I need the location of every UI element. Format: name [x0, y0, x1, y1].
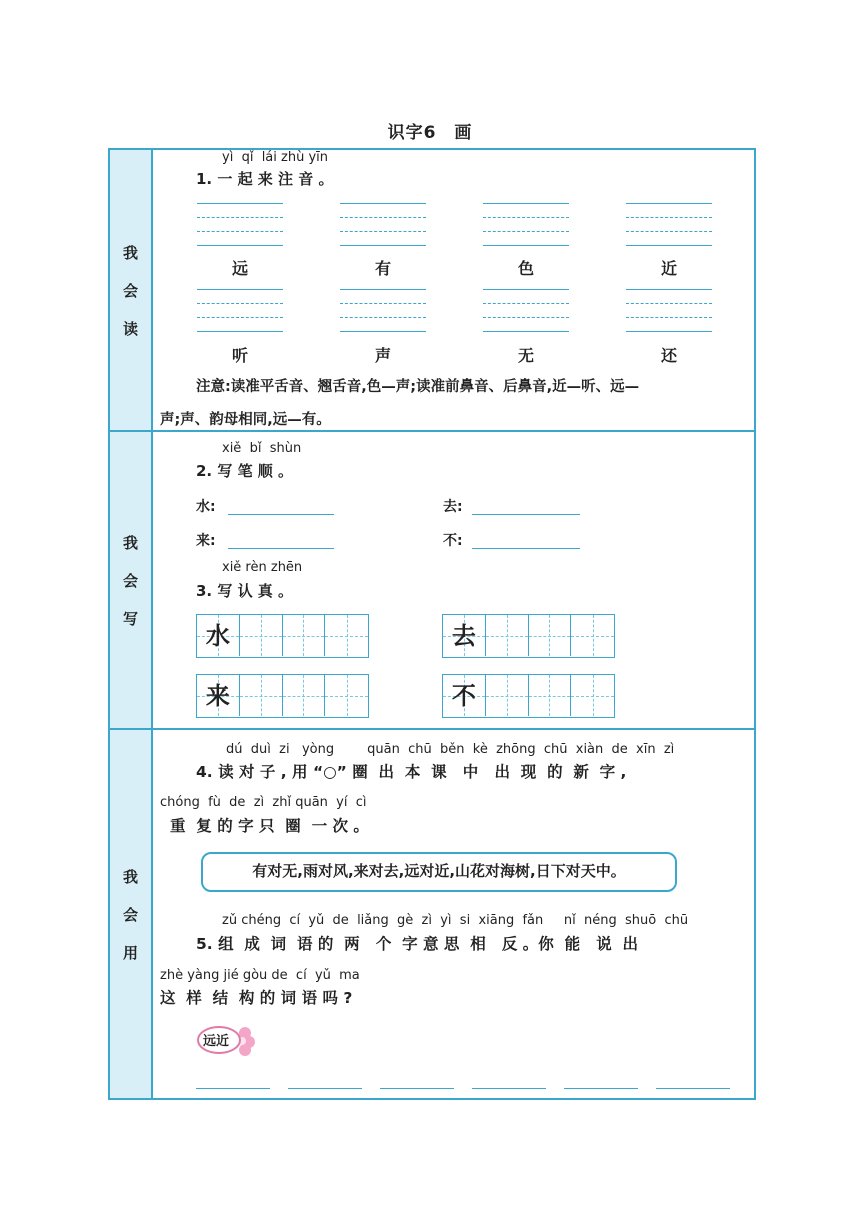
- tian-cell: [197, 675, 240, 716]
- stroke-label: 不:: [443, 533, 463, 549]
- tian-cell[interactable]: [325, 615, 368, 656]
- char-label: 近: [660, 259, 677, 278]
- char-label: 远: [231, 259, 248, 278]
- section-label-use: 我 会 用: [122, 868, 138, 962]
- pinyin-lines[interactable]: [197, 203, 283, 247]
- stroke-blank[interactable]: [472, 530, 580, 549]
- tian-cell: [443, 675, 486, 716]
- q2-instruction: 2. 写 笔 顺 。: [196, 462, 294, 480]
- q5-pinyin-line2: zhè yàng jié gòu de cí yǔ ma: [160, 968, 360, 983]
- model-char: 不: [451, 681, 476, 710]
- q5-pinyin-line1: zǔ chéng cí yǔ de liǎng gè zì yì si xiāng fǎn nǐ néng shuō chū: [222, 913, 689, 928]
- answer-line[interactable]: [472, 1088, 546, 1089]
- tian-cell[interactable]: [283, 675, 326, 716]
- tian-cell[interactable]: [486, 675, 529, 716]
- tian-cell[interactable]: [240, 615, 283, 656]
- q4-pinyin-line1: dú duì zi yòng quān chū běn kè zhōng chū xiàn de xīn zì: [226, 742, 675, 757]
- q1-pinyin: yì qǐ lái zhù yīn: [222, 150, 328, 165]
- q4-instruction-line2: 重 复 的 字 只 圈 一 次 。: [170, 817, 369, 835]
- tian-grid-row: [196, 674, 369, 718]
- q4-instruction-line1: 4. 读 对 子 , 用 “○” 圈 出 本 课 中 出 现 的 新 字 ,: [196, 763, 627, 781]
- tian-cell[interactable]: [529, 615, 572, 656]
- pinyin-lines[interactable]: [626, 289, 712, 333]
- tian-grid-row: [196, 614, 369, 658]
- page-title: 识字6 画: [387, 123, 473, 143]
- answer-line[interactable]: [380, 1088, 454, 1089]
- tian-grid-row: [442, 614, 615, 658]
- char-label: 色: [517, 259, 534, 278]
- example-word: 远近: [203, 1034, 230, 1049]
- tian-cell[interactable]: [240, 675, 283, 716]
- tian-cell[interactable]: [486, 615, 529, 656]
- q4-pinyin-line2: chóng fù de zì zhǐ quān yí cì: [160, 795, 367, 810]
- q3-instruction: 3. 写 认 真 。: [196, 582, 294, 600]
- pinyin-lines[interactable]: [626, 203, 712, 247]
- stroke-label: 水:: [196, 499, 216, 515]
- pinyin-lines[interactable]: [197, 289, 283, 333]
- q2-pinyin: xiě bǐ shùn: [222, 441, 302, 456]
- q5-instruction-line2: 这 样 结 构 的 词 语 吗 ?: [160, 989, 353, 1007]
- char-label: 还: [660, 346, 677, 365]
- tian-grid-row: [442, 674, 615, 718]
- tian-cell: [197, 615, 240, 656]
- char-label: 有: [374, 259, 391, 278]
- answer-line[interactable]: [196, 1088, 270, 1089]
- answer-line[interactable]: [288, 1088, 362, 1089]
- char-label: 无: [517, 346, 534, 365]
- tian-cell: [443, 615, 486, 656]
- model-char: 水: [205, 621, 230, 650]
- q1-instruction: 1. 一 起 来 注 音 。: [196, 170, 334, 188]
- q3-pinyin: xiě rèn zhēn: [222, 560, 303, 575]
- answer-line[interactable]: [564, 1088, 638, 1089]
- couplet-box[interactable]: 有对无,雨对风,来对去,远对近,山花对海树,日下对天中。: [201, 852, 677, 892]
- tian-cell[interactable]: [571, 615, 614, 656]
- side-divider: [151, 148, 153, 1100]
- model-char: 去: [451, 621, 476, 650]
- q1-note-line2: 声;声、韵母相同,远—有。: [160, 412, 331, 428]
- model-char: 来: [205, 681, 230, 710]
- pinyin-lines[interactable]: [483, 203, 569, 247]
- pinyin-lines[interactable]: [483, 289, 569, 333]
- stroke-blank[interactable]: [228, 530, 334, 549]
- tian-cell[interactable]: [571, 675, 614, 716]
- char-label: 声: [374, 346, 391, 365]
- stroke-label: 来:: [196, 533, 216, 549]
- pinyin-lines[interactable]: [340, 289, 426, 333]
- stroke-blank[interactable]: [228, 496, 334, 515]
- section-label-write: 我 会 写: [122, 534, 138, 628]
- char-label: 听: [231, 346, 248, 365]
- pinyin-lines[interactable]: [340, 203, 426, 247]
- tian-cell[interactable]: [325, 675, 368, 716]
- stroke-blank[interactable]: [472, 496, 580, 515]
- q1-note-line1: 注意:读准平舌音、翘舌音,色—声;读准前鼻音、后鼻音,近—听、远—: [196, 379, 640, 395]
- answer-line[interactable]: [656, 1088, 730, 1089]
- stroke-label: 去:: [443, 499, 463, 515]
- tian-cell[interactable]: [529, 675, 572, 716]
- q5-instruction-line1: 5. 组 成 词 语 的 两 个 字 意 思 相 反 。你 能 说 出: [196, 935, 639, 953]
- section-divider-2: [108, 728, 756, 730]
- section-label-read: 我 会 读: [122, 244, 138, 338]
- tian-cell[interactable]: [283, 615, 326, 656]
